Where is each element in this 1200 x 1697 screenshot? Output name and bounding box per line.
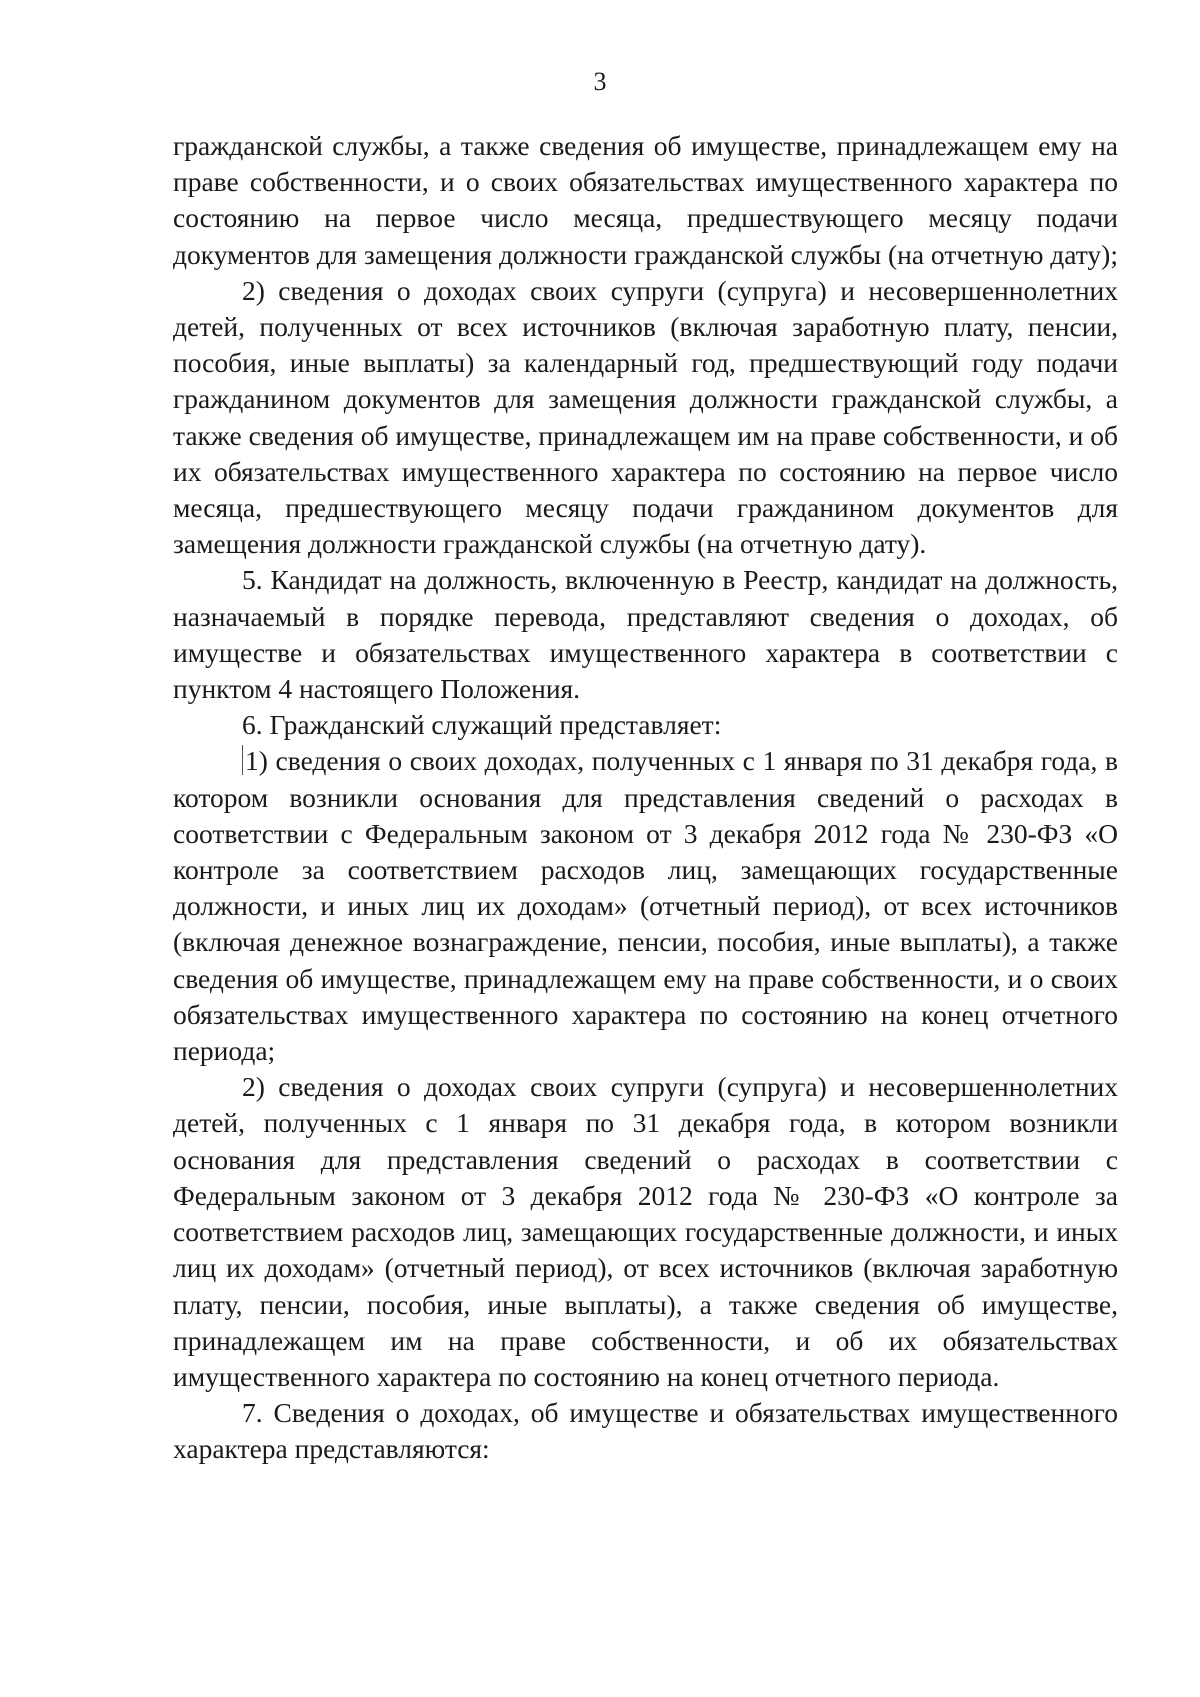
- paragraph-continuation: гражданской службы, а также сведения об имуществе, принадлежащем ему на праве собственности, и о своих обязательствах имущественного характера по состоянию на первое число месяца, предшествующего месяцу подачи документов для замещения должности гражданской службы (на отчетную дату);: [173, 130, 1118, 270]
- paragraph-item-6-1: [173, 743, 1118, 1069]
- paragraph-item-4-2: 2) сведения о доходах своих супруги (супруга) и несовершеннолетних детей, полученных от всех источников (включая заработную плату, пенсии, пособия, иные выплаты) за календарный год, предшествующий году подачи гражданином документов для замещения должности гражданской службы, а также сведения об имуществе, принадлежащем им на праве собственности, и об их обязательствах имущественного характера по состоянию на первое число месяца, предшествующего месяцу подачи гражданином документов для замещения должности гражданской службы (на отчетную дату).: [173, 274, 1118, 560]
- paragraph-item-7: 7. Сведения о доходах, об имуществе и обязательствах имущественного характера представляются:: [173, 1397, 1118, 1465]
- paragraph-item-6-1-text: 1) сведения о своих доходах, полученных с 1 января по 31 декабря года, в котором возникли основания для представления сведений о расходах в соответствии с Федеральным законом от 3 декабря 2012 года № 230-ФЗ «О контроле за соответствием расходов лиц, замещающих государственные должности, и иных лиц их доходам» (отчетный период), от всех источников (включая денежное вознаграждение, пенсии, пособия, иные выплаты), а также сведения об имуществе, принадлежащем ему на праве собственности, и о своих обязательствах имущественного характера по состоянию на конец отчетного периода;: [173, 745, 1118, 1067]
- paragraph-item-5: 5. Кандидат на должность, включенную в Реестр, кандидат на должность, назначаемый в порядке перевода, представляют сведения о доходах, об имуществе и обязательствах имущественного характера в соответствии с пунктом 4 настоящего Положения.: [173, 564, 1118, 705]
- page-number: 3: [593, 67, 607, 96]
- paragraph-item-6: 6. Гражданский служащий представляет:: [242, 709, 722, 741]
- text-cursor: [242, 745, 243, 775]
- document-body: [173, 128, 1118, 1468]
- paragraph-item-6-2: 2) сведения о доходах своих супруги (супруга) и несовершеннолетних детей, полученных с 1 января по 31 декабря года, в котором возникли основания для представления сведений о расходах в соответствии с Федеральным законом от 3 декабря 2012 года № 230-ФЗ «О контроле за соответствием расходов лиц, замещающих государственные должности, и иных лиц их доходам» (отчетный период), от всех источников (включая заработную плату, пенсии, пособия, иные выплаты), а также сведения об имуществе, принадлежащем им на праве собственности, и об их обязательствах имущественного характера по состоянию на конец отчетного периода.: [173, 1071, 1118, 1392]
